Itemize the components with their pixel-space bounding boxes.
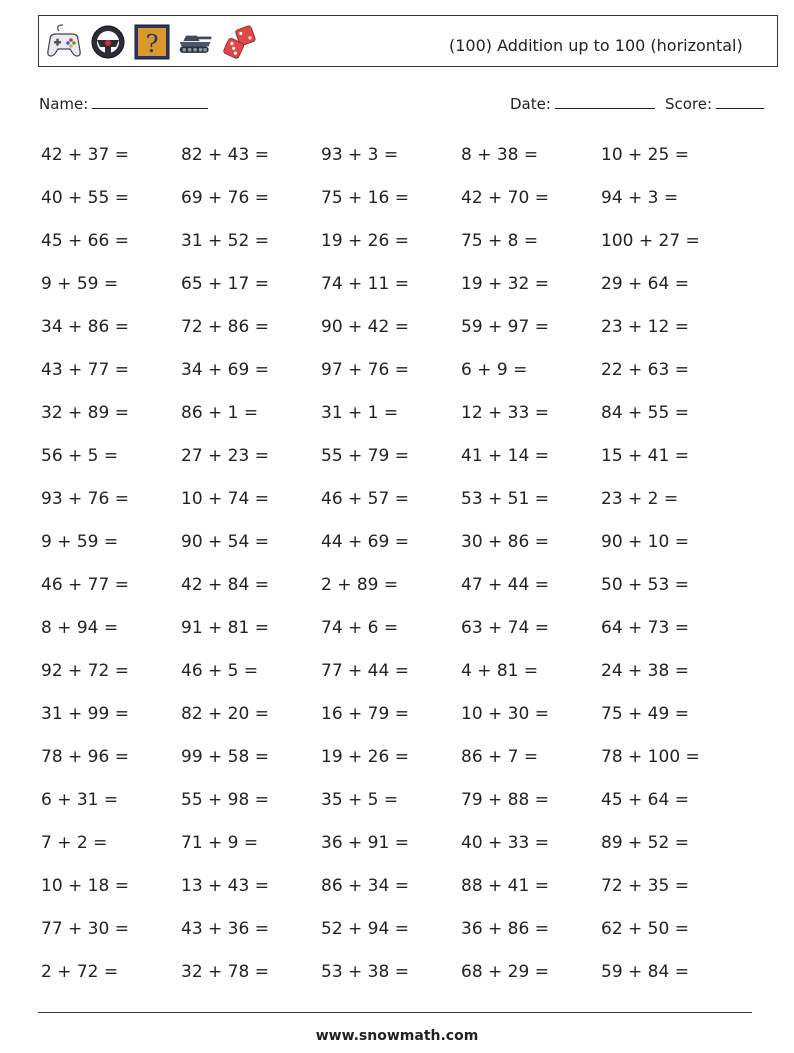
footer-url: www.snowmath.com bbox=[315, 1028, 479, 1044]
problem-item: 46 + 77 = bbox=[41, 575, 129, 595]
problem-item: 47 + 44 = bbox=[461, 575, 549, 595]
problem-item: 32 + 78 = bbox=[181, 962, 269, 982]
problem-item: 72 + 86 = bbox=[181, 317, 269, 337]
problem-item: 19 + 32 = bbox=[461, 274, 549, 294]
problem-item: 86 + 7 = bbox=[461, 747, 539, 767]
problem-item: 82 + 43 = bbox=[181, 145, 269, 165]
problem-item: 41 + 14 = bbox=[461, 446, 549, 466]
problem-item: 92 + 72 = bbox=[41, 661, 129, 681]
problem-item: 42 + 37 = bbox=[41, 145, 129, 165]
problem-item: 34 + 69 = bbox=[181, 360, 269, 380]
problem-item: 75 + 8 = bbox=[461, 231, 539, 251]
date-field bbox=[510, 94, 655, 113]
steering-wheel-icon bbox=[89, 23, 127, 61]
problem-item: 68 + 29 = bbox=[461, 962, 549, 982]
problem-item: 75 + 49 = bbox=[601, 704, 689, 724]
problem-item: 8 + 94 = bbox=[41, 618, 119, 638]
problem-item: 43 + 77 = bbox=[41, 360, 129, 380]
problem-item: 35 + 5 = bbox=[321, 790, 399, 810]
problem-item: 99 + 58 = bbox=[181, 747, 269, 767]
problem-item: 88 + 41 = bbox=[461, 876, 549, 896]
problem-item: 7 + 2 = bbox=[41, 833, 108, 853]
problem-item: 89 + 52 = bbox=[601, 833, 689, 853]
problem-item: 93 + 76 = bbox=[41, 489, 129, 509]
problem-item: 4 + 81 = bbox=[461, 661, 539, 681]
worksheet-header bbox=[38, 15, 778, 67]
problem-item: 52 + 94 = bbox=[321, 919, 409, 939]
problem-item: 23 + 12 = bbox=[601, 317, 689, 337]
worksheet-title: (100) Addition up to 100 (horizontal) bbox=[449, 36, 743, 55]
problem-item: 45 + 66 = bbox=[41, 231, 129, 251]
icon-strip bbox=[45, 22, 259, 62]
problem-item: 62 + 50 = bbox=[601, 919, 689, 939]
problem-item: 40 + 33 = bbox=[461, 833, 549, 853]
problem-item: 13 + 43 = bbox=[181, 876, 269, 896]
problem-item: 27 + 23 = bbox=[181, 446, 269, 466]
problem-item: 9 + 59 = bbox=[41, 532, 119, 552]
problem-item: 50 + 53 = bbox=[601, 575, 689, 595]
problem-item: 6 + 9 = bbox=[461, 360, 528, 380]
problem-item: 75 + 16 = bbox=[321, 188, 409, 208]
problem-item: 72 + 35 = bbox=[601, 876, 689, 896]
problem-item: 44 + 69 = bbox=[321, 532, 409, 552]
gamepad-icon bbox=[45, 23, 83, 61]
question-block-icon bbox=[133, 23, 171, 61]
tank-icon bbox=[177, 23, 215, 61]
problem-item: 9 + 59 = bbox=[41, 274, 119, 294]
problem-item: 42 + 70 = bbox=[461, 188, 549, 208]
problem-item: 36 + 86 = bbox=[461, 919, 549, 939]
problem-item: 56 + 5 = bbox=[41, 446, 119, 466]
date-blank bbox=[555, 94, 655, 109]
problem-item: 16 + 79 = bbox=[321, 704, 409, 724]
problem-item: 90 + 54 = bbox=[181, 532, 269, 552]
problem-item: 90 + 42 = bbox=[321, 317, 409, 337]
problem-item: 2 + 89 = bbox=[321, 575, 399, 595]
problem-item: 6 + 31 = bbox=[41, 790, 119, 810]
problem-item: 78 + 96 = bbox=[41, 747, 129, 767]
problem-item: 90 + 10 = bbox=[601, 532, 689, 552]
score-field bbox=[665, 94, 764, 113]
problem-item: 2 + 72 = bbox=[41, 962, 119, 982]
dice-icon bbox=[221, 23, 259, 61]
problem-item: 46 + 5 = bbox=[181, 661, 259, 681]
problem-item: 10 + 74 = bbox=[181, 489, 269, 509]
problem-item: 63 + 74 = bbox=[461, 618, 549, 638]
problem-item: 71 + 9 = bbox=[181, 833, 259, 853]
svg-text:?: ? bbox=[145, 30, 159, 58]
name-blank bbox=[92, 94, 208, 109]
problem-item: 100 + 27 = bbox=[601, 231, 700, 251]
problem-item: 46 + 57 = bbox=[321, 489, 409, 509]
problem-item: 15 + 41 = bbox=[601, 446, 689, 466]
problem-item: 10 + 30 = bbox=[461, 704, 549, 724]
problem-item: 10 + 18 = bbox=[41, 876, 129, 896]
score-label: Score: bbox=[665, 95, 713, 113]
problem-item: 78 + 100 = bbox=[601, 747, 700, 767]
name-label: Name: bbox=[39, 95, 89, 113]
problem-item: 79 + 88 = bbox=[461, 790, 549, 810]
problem-item: 34 + 86 = bbox=[41, 317, 129, 337]
problem-item: 77 + 44 = bbox=[321, 661, 409, 681]
problem-item: 24 + 38 = bbox=[601, 661, 689, 681]
problem-item: 22 + 63 = bbox=[601, 360, 689, 380]
problem-item: 55 + 79 = bbox=[321, 446, 409, 466]
problem-item: 29 + 64 = bbox=[601, 274, 689, 294]
problem-item: 59 + 97 = bbox=[461, 317, 549, 337]
problem-item: 97 + 76 = bbox=[321, 360, 409, 380]
problem-item: 86 + 34 = bbox=[321, 876, 409, 896]
problem-item: 93 + 3 = bbox=[321, 145, 399, 165]
problem-item: 30 + 86 = bbox=[461, 532, 549, 552]
problem-item: 23 + 2 = bbox=[601, 489, 679, 509]
problem-item: 19 + 26 = bbox=[321, 231, 409, 251]
problem-item: 65 + 17 = bbox=[181, 274, 269, 294]
problem-item: 19 + 26 = bbox=[321, 747, 409, 767]
problem-item: 45 + 64 = bbox=[601, 790, 689, 810]
problem-item: 82 + 20 = bbox=[181, 704, 269, 724]
problem-item: 55 + 98 = bbox=[181, 790, 269, 810]
problem-item: 74 + 11 = bbox=[321, 274, 409, 294]
problem-item: 31 + 52 = bbox=[181, 231, 269, 251]
date-label: Date: bbox=[510, 95, 551, 113]
problem-item: 74 + 6 = bbox=[321, 618, 399, 638]
problem-item: 69 + 76 = bbox=[181, 188, 269, 208]
problem-grid bbox=[41, 143, 741, 1003]
problem-item: 40 + 55 = bbox=[41, 188, 129, 208]
problem-item: 42 + 84 = bbox=[181, 575, 269, 595]
problem-item: 64 + 73 = bbox=[601, 618, 689, 638]
problem-item: 53 + 51 = bbox=[461, 489, 549, 509]
problem-item: 77 + 30 = bbox=[41, 919, 129, 939]
problem-item: 31 + 99 = bbox=[41, 704, 129, 724]
problem-item: 31 + 1 = bbox=[321, 403, 399, 423]
problem-item: 59 + 84 = bbox=[601, 962, 689, 982]
problem-item: 36 + 91 = bbox=[321, 833, 409, 853]
name-field bbox=[39, 94, 208, 113]
footer-divider bbox=[38, 1012, 752, 1013]
problem-item: 10 + 25 = bbox=[601, 145, 689, 165]
problem-item: 94 + 3 = bbox=[601, 188, 679, 208]
problem-item: 32 + 89 = bbox=[41, 403, 129, 423]
problem-item: 53 + 38 = bbox=[321, 962, 409, 982]
problem-item: 8 + 38 = bbox=[461, 145, 539, 165]
problem-item: 43 + 36 = bbox=[181, 919, 269, 939]
problem-item: 91 + 81 = bbox=[181, 618, 269, 638]
score-blank bbox=[716, 94, 764, 109]
problem-item: 12 + 33 = bbox=[461, 403, 549, 423]
problem-item: 86 + 1 = bbox=[181, 403, 259, 423]
problem-item: 84 + 55 = bbox=[601, 403, 689, 423]
